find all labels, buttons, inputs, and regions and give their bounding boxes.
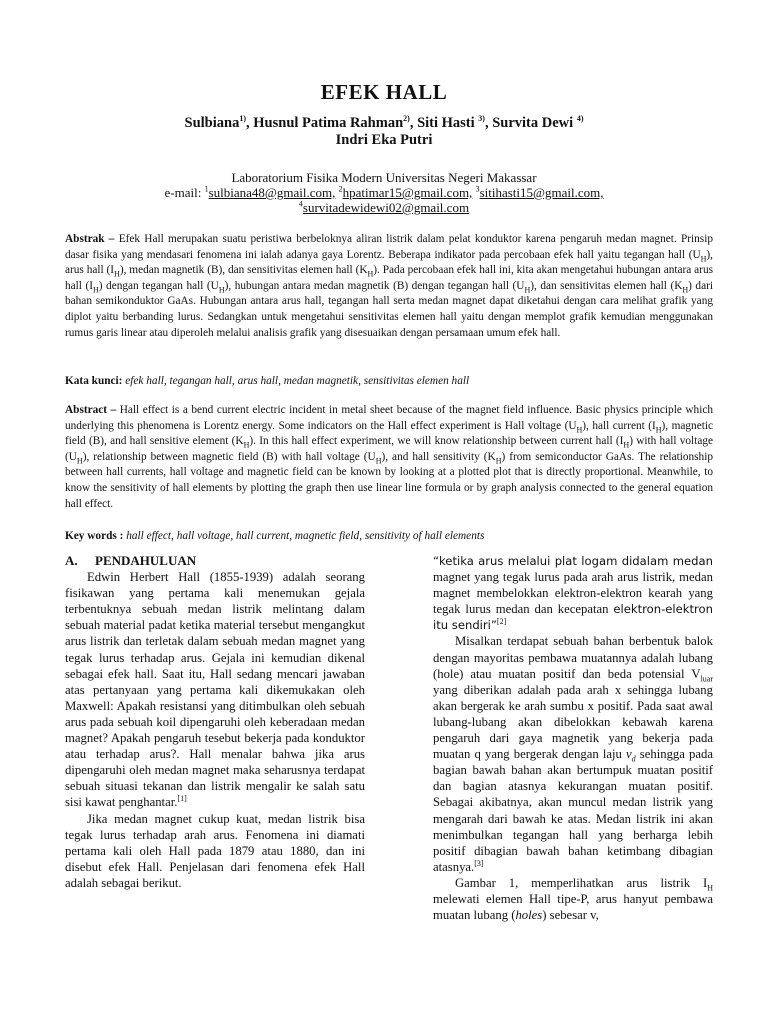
right-column <box>433 553 713 923</box>
affiliation: Laboratorium Fisika Modern Universitas Negeri Makassar <box>231 170 537 185</box>
authors-line-1: Sulbiana$^{1)}$, Husnul Patima Rahman$^{2)}$, Siti Hasti $^{3)}$, Survita Dewi $^{4)}$ <box>184 114 584 131</box>
abstrak-label: Abstrak – <box>65 233 115 245</box>
kata-kunci: Kata kunci: efek hall, tegangan hall, arus hall, medan magnetik, sensitivitas elemen hall <box>65 375 470 387</box>
authors-line-2: Indri Eka Putri <box>335 132 433 148</box>
affiliation-block <box>0 170 768 215</box>
abstrak <box>65 232 713 341</box>
intro-paragraph-1: Edwin Herbert Hall (1855-1939) adalah seorang fisikawan yang pertama kali menemukan gejala terbentuknya sebuah medan listrik melintang dalam sebuah material padat ketika material tersebut mengangkut arus listrik dan terletak dalam sebuah medan magnet yang tegak lurus terhadap arus. Gejala ini kemudian dikenal sebagai efek hall. Saat itu, Hall sedang mencari jawaban atas pertanyaan yang pertama kali dikemukakan oleh Maxwell: Apakah resistansi yang ditimbulkan oleh sebuah arus pada sebuah koil dipengaruhi oleh keberadaan medan magnet? Apakah pengaruh tesebut bekerja pada konduktor atau terhadap arus?. Hall menalar bahwa jika arus dipengaruhi oleh medan magnet maka seharusnya terdapat sebuah situasi tekanan dan listrik mengalir ke salah satu sisi kawat penghantar.[1] <box>65 570 365 810</box>
paper-title: EFEK HALL <box>320 80 448 104</box>
figure-paragraph: Gambar 1, memperlihatkan arus listrik $I_H$ melewati elemen Hall tipe-P, arus hanyut pembawa muatan lubang (holes) sebesar v, <box>433 875 713 923</box>
abstract-label: Abstract – <box>65 404 117 416</box>
intro-paragraph-2: Jika medan magnet cukup kuat, medan listrik bisa tegak lurus terhadap arah arus. Fenomena ini diamati pertama kali oleh Hall pada 1879 atau 1880, dan ini disebut efek Hall. Penjelasan dari fenomena efek Hall adalah sebagai berikut. <box>65 811 365 890</box>
email-3[interactable]: sitihasti15@gmail.com, <box>479 185 604 200</box>
abstract-en <box>65 403 713 512</box>
quote-paragraph: “ketika arus melalui plat logam didalam medan magnet yang tegak lurus pada arah arus listrik, medan magnet membelokkan elektron-elektron kearah yang tegak lurus medan dan kecepatan elektron-elektron itu sendiri”[2] <box>433 554 713 633</box>
abstract-text: Hall effect is a bend current electric incident in metal sheet because of the magnet field influence. Basic physics principle which underlying this phenomena is Lorentz energy. Some indicators on the Hall effect experiment is Hall voltage $(U_H)$, hall current $(I_H)$, magnetic field (B), and hall sensitive element $(K_H)$. In this hall effect experiment, we will know relationship between current hall $(I_H)$ with hall voltage $(U_H)$, relationship between magnetic field (B) with hall voltage $(U_H)$, and hall sensitivity $(K_H)$ from semiconductor GaAs. The relationship between hall currents, hall voltage and magnetic field can be known by looking at a plotted plot that is directly proportional. Meanwhile, to know the sensitivity of hall elements by plotting the graph then use linear line formula or by graph analysis connected to the general equation hall effect. <box>65 404 713 510</box>
email-line: e-mail: $^1$sulbiana48@gmail.com, $^2$hpatimar15@gmail.com, $^3$sitihasti15@gmail.com, <box>164 184 604 200</box>
authors <box>0 115 768 149</box>
email-4[interactable]: survitadewidewi02@gmail.com <box>302 200 470 215</box>
hall-explanation-paragraph: Misalkan terdapat sebuah bahan berbentuk balok dengan mayoritas pembawa muatannya adalah lubang (hole) atau muatan positif dan beda potensial $V_{luar}$ yang diberikan adalah pada arah x sehingga lubang akan bergerak ke arah sumbu x positif. Pada saat awal lubang-lubang akan dibelokkan kebawah karena pengaruh dari gaya magnetik yang bekerja pada muatan q yang bergerak dengan laju $v_d$ sehingga pada bagian bawah bahan akan bertumpuk muatan positif dan bagian atasnya kekurangan muatan positif. Sebagai akibatnya, akan muncul medan listrik yang mengarah dari bawah ke atas. Medan listrik ini akan menimbulkan tegangan hall yang berharga lebih positif dibagian bawah bahan ketimbang dibagian atasnya.[3] <box>433 634 713 874</box>
email-1[interactable]: sulbiana48@gmail.com, <box>208 185 336 200</box>
key-words: Key words : hall effect, hall voltage, hall current, magnetic field, sensitivity of hall elements <box>65 530 485 542</box>
section-heading: A. PENDAHULUAN <box>65 553 197 568</box>
left-column <box>65 553 365 891</box>
abstrak-text: Efek Hall merupakan suatu peristiwa berbeloknya aliran listrik dalam pelat konduktor karena pengaruh medan magnet. Prinsip dasar fisika yang mendasari fenomena ini ialah adanya gaya Lorentz. Beberapa indikator pada percobaan efek hall yaitu tegangan hall $(U_H)$, arus hall $(I_H)$, medan magnetik (B), dan sensitivitas elemen hall $(K_H)$. Pada percobaan efek hall ini, kita akan mengetahui hubungan antara arus hall $(I_H)$ dengan tegangan hall $(U_H)$, hubungan antara medan magnetik (B) dengan tegangan hall $(U_H)$, dan sensitivitas elemen hall $(K_H)$ dari bahan semikonduktor GaAs. Hubungan antara arus hall, tegangan hall serta medan magnet dapat diketahui dengan cara melihat grafik yang diplot yaitu berbanding lurus. Sedangkan untuk mengetahui sensitivitas elemen hall yaitu dengan memplot grafik kemudian menggunakan rumus garis linear atau diperoleh melalui analisis grafik yang disesuaikan dengan persamaan umum efek hall. <box>65 233 713 339</box>
email-2[interactable]: hpatimar15@gmail.com, <box>342 185 473 200</box>
email-line-2: $^4$survitadewidewi02@gmail.com <box>298 199 470 215</box>
